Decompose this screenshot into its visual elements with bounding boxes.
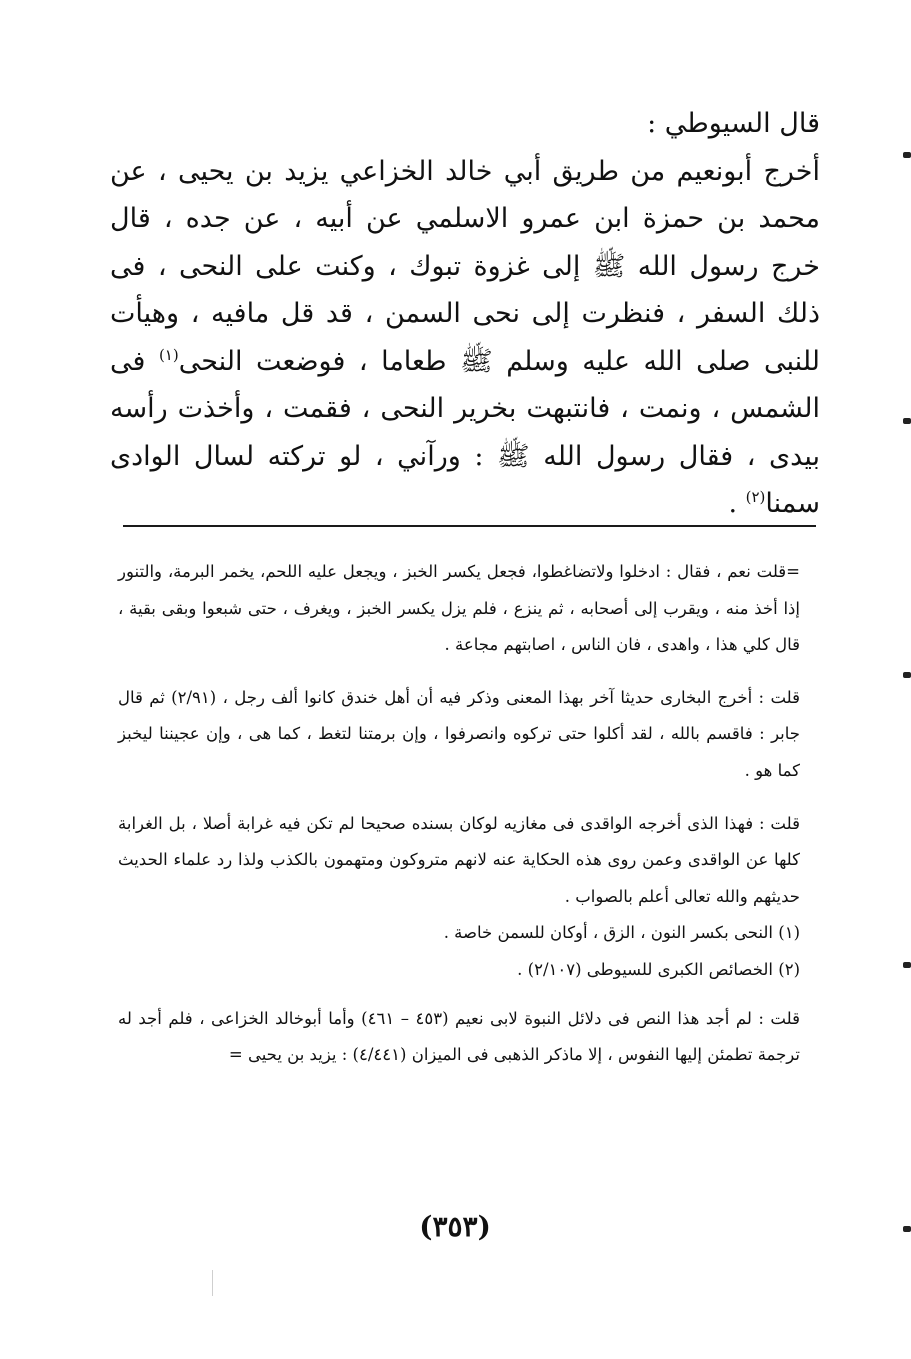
page-number: (٣٥٣) (419, 1210, 491, 1243)
note-paragraph-3: قلت : فهذا الذى أخرجه الواقدى فى مغازيه لوكان بسنده صحيحا لم تكن فيه غرابة أصلا ، بل الغرابة كلها عن الواقدى وعمن روى هذه الحكاية عنه لانهم متروكون ومتهمون بالكذب ولذا رد علماء الحديث حديثهم والله تعالى أعلم بالصواب . (118, 813, 800, 906)
scan-edge-mark (903, 418, 911, 424)
footnote-1: (١) النحى بكسر النون ، الزق ، أوكان للسمن خاصة . (443, 923, 800, 943)
footnote-ref-1: (١) (158, 345, 179, 364)
main-body: أخرج أبونعيم من طريق أبي خالد الخزاعي يزيد بن يحيى ، عن محمد بن حمزة ابن عمرو الاسلمي عن أبيه ، عن جده ، قال خرج رسول الله ﷺ إلى غزوة تبوك ، وكنت على النحى ، فى ذلك السفر ، فنظرت إلى نحى السمن ، قد قل مافيه ، وهيأت للنبى صلى الله عليه وسلم ﷺ طعاما ، فوضعت النحى (110, 155, 820, 377)
note-paragraph-2: قلت : أخرج البخارى حديثا آخر بهذا المعنى وذكر فيه أن أهل خندق كانوا ألف رجل ، (٢/٩١) ثم قال جابر : فاقسم بالله ، لقد أكلوا حتى تركوه وانصرفوا ، وإن برمتنا لتغط ، كما هى ، وإن عجيننا ليخبز كما هو . (118, 687, 800, 780)
footnote-divider (123, 525, 816, 527)
main-paragraph (110, 148, 820, 528)
footnote-2: (٢) الخصائص الكبرى للسيوطى (٢/١٠٧) . (517, 959, 800, 979)
main-body-end: . (728, 488, 746, 519)
scan-edge-mark (903, 672, 911, 678)
note-paragraph-4: قلت : لم أجد هذا النص فى دلائل النبوة لابى نعيم (٤٥٣ – ٤٦١) وأما أبوخالد الخزاعى ، فلم أجد له ترجمة تطمئن إليها النفوس ، إلا ماذكر الذهبى فى الميزان (٤/٤٤١) : يزيد بن يحيى = (118, 1008, 800, 1065)
main-body-continued: فى الشمس ، ونمت ، فانتبهت بخرير النحى ، فقمت ، وأخذت رأسه بيدى ، فقال رسول الله ﷺ : ورآني ، لو تركته لسال الوادى سمنا (110, 345, 820, 519)
footnotes-section (118, 554, 800, 1074)
main-text (110, 100, 820, 528)
scan-edge-mark (903, 1226, 911, 1232)
note-paragraph-1: =قلت نعم ، فقال : ادخلوا ولاتضاغطوا، فجعل يكسر الخبز ، ويجعل عليه اللحم، يخمر البرمة، والتنور إذا أخذ منه ، ويقرب إلى أصحابه ، ثم ينزع ، فلم يزل يكسر الخبز ، ويغرف ، حتى شبعوا وبقى بقية ، قال كلي هذا ، واهدى ، فان الناس ، اصابتهم مجاعة . (118, 562, 800, 655)
scan-speck (212, 1270, 213, 1296)
footnote-ref-2: (٢) (745, 488, 766, 506)
scan-edge-mark (903, 962, 911, 968)
section-heading: قال السيوطي : (647, 108, 820, 139)
scan-edge-mark (903, 152, 911, 158)
